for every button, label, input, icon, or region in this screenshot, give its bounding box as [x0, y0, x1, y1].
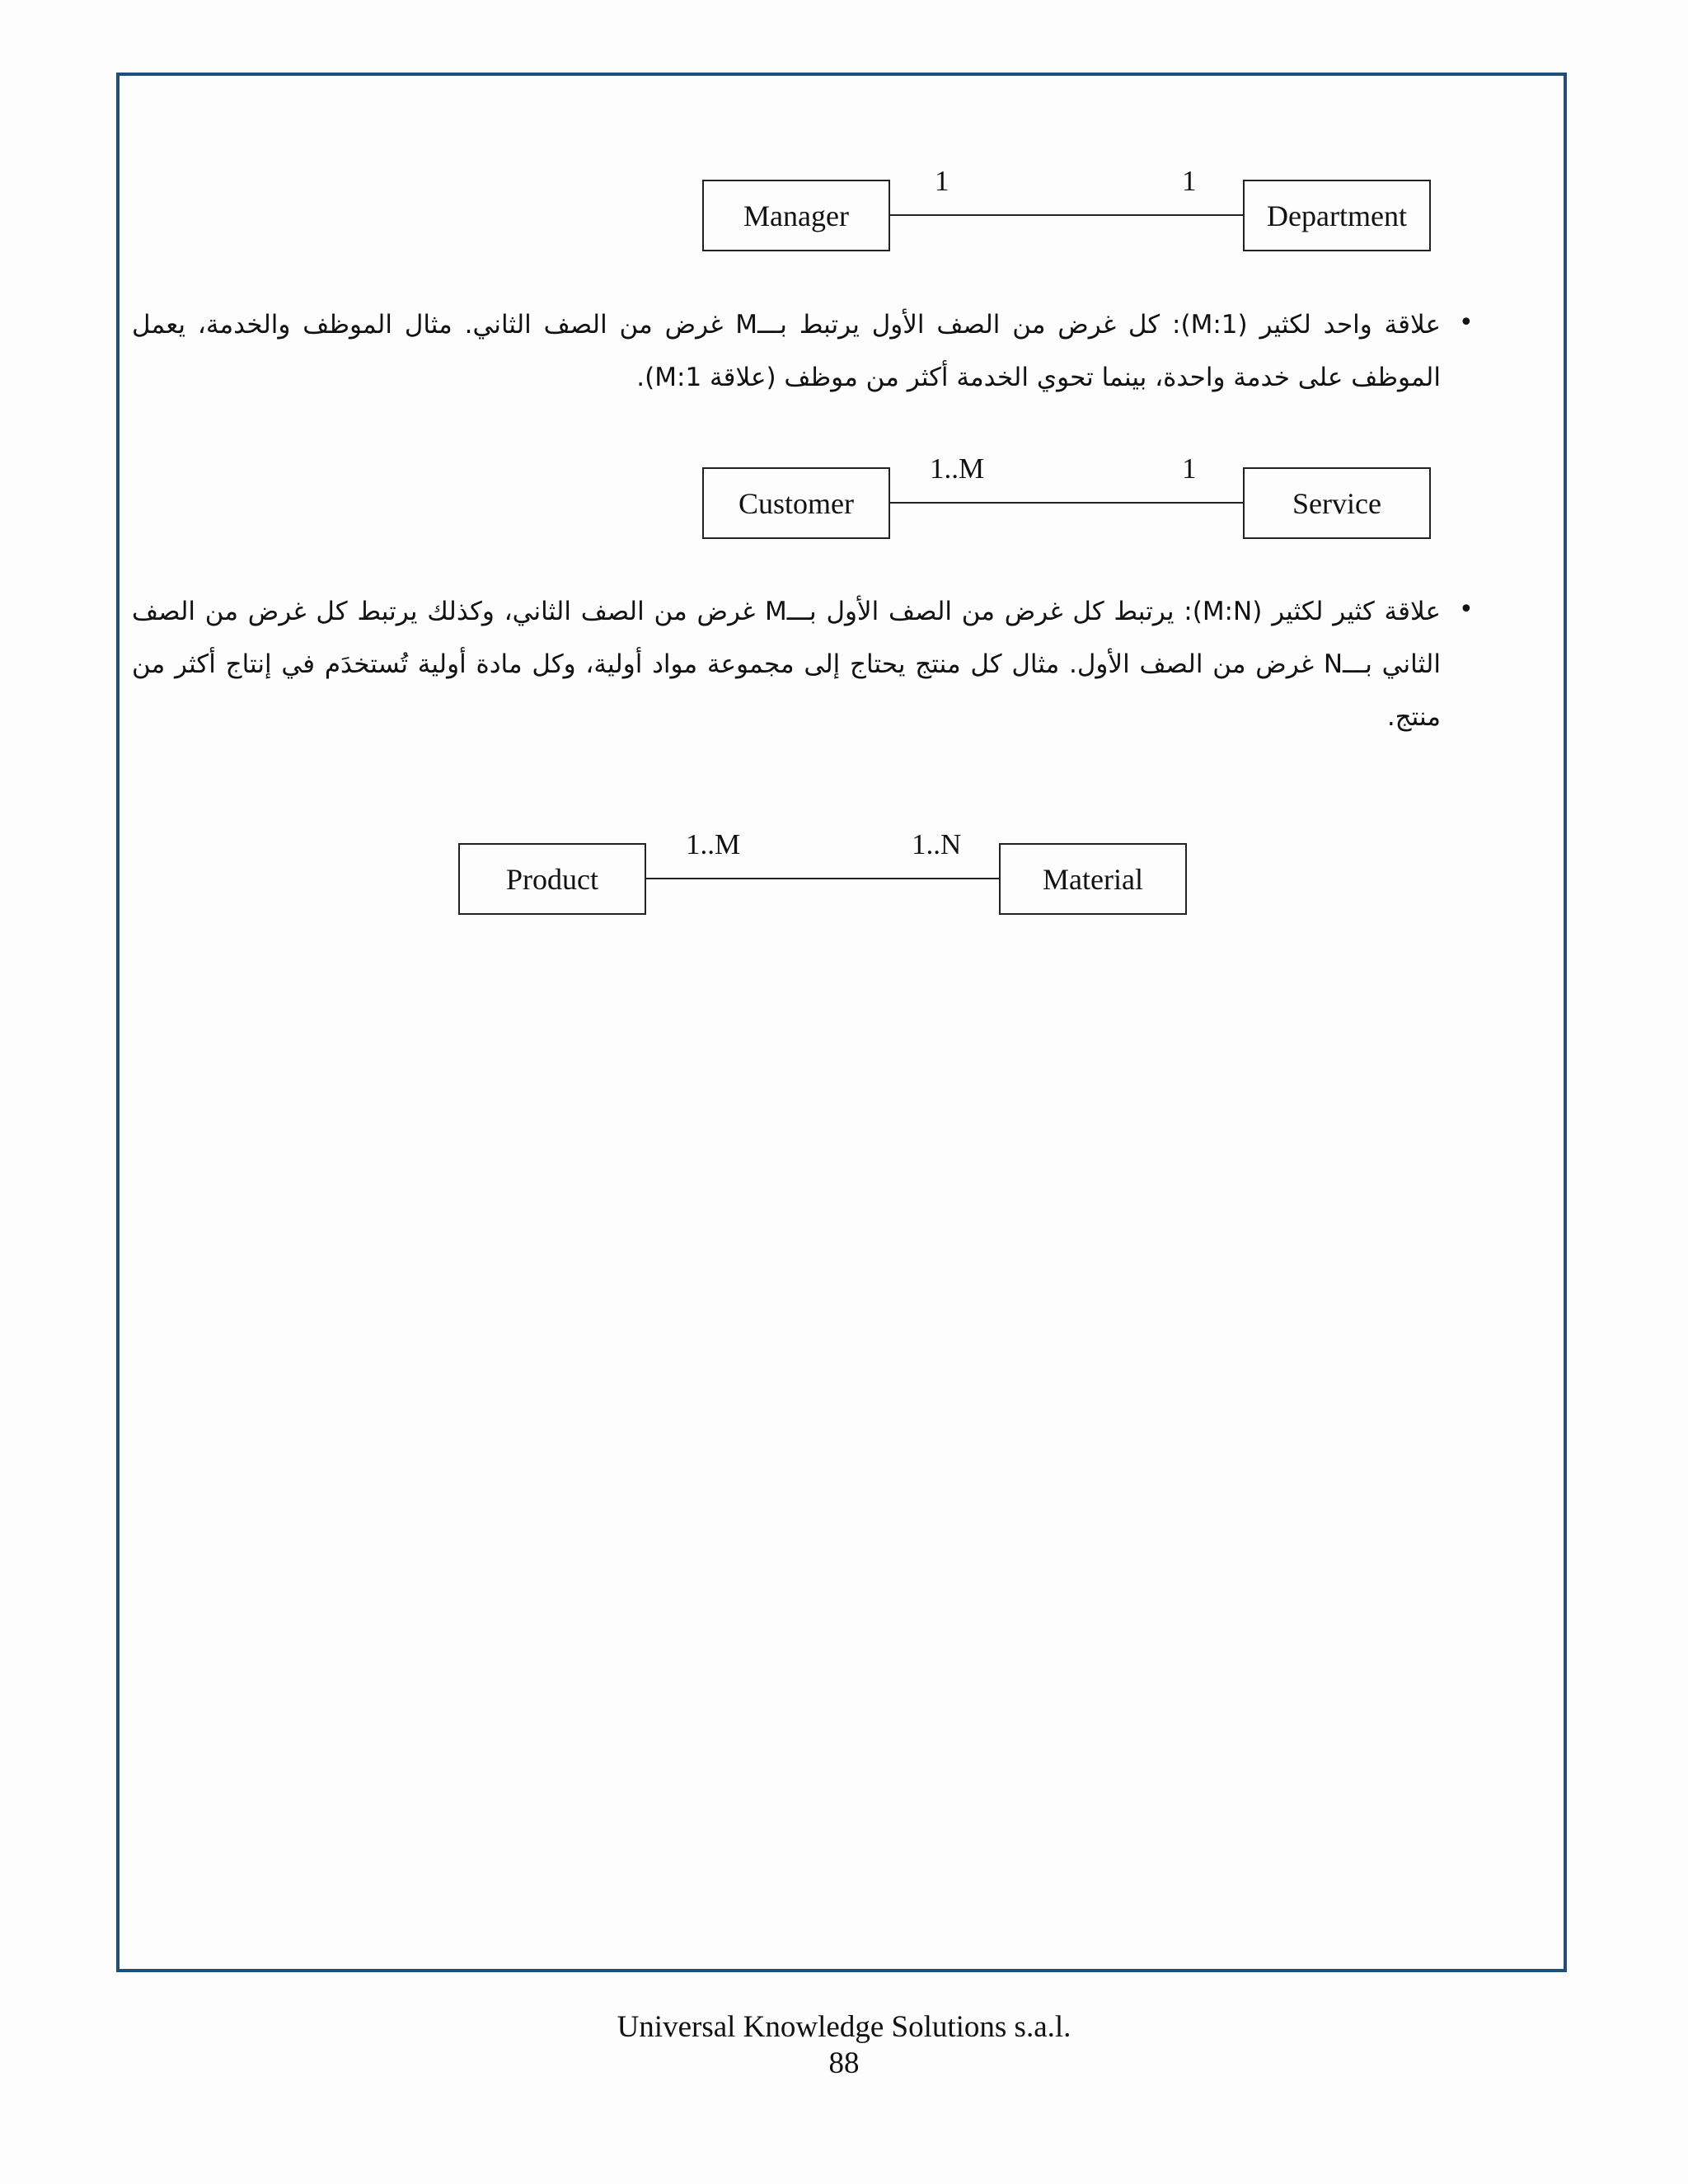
entity-box-department: Department: [1243, 180, 1431, 251]
bullet-marker: •: [1459, 595, 1474, 624]
footer-company: Universal Knowledge Solutions s.a.l.: [617, 2010, 1071, 2044]
cardinality-left: 1..M: [686, 828, 741, 860]
cardinality-right: 1..N: [912, 828, 962, 860]
paragraph-one-to-many: علاقة واحد لكثير (1:M): كل غرض من الصف الأول يرتبط بـــM غرض من الصف الثاني. مثال الموظف والخدمة، يعمل الموظف على خدمة واحدة، بينما تحوي الخدمة أكثر من موظف (علاقة 1:M).: [132, 310, 1441, 392]
cardinality-right: 1: [1182, 452, 1197, 485]
cardinality-left: 1: [935, 165, 950, 197]
relationship-diagram-one-to-many: [702, 452, 1428, 541]
entity-box-product: Product: [458, 843, 646, 915]
relationship-line: [645, 878, 999, 879]
relationship-line: [889, 502, 1243, 504]
entity-box-customer: Customer: [702, 467, 890, 539]
relationship-diagram-many-to-many: [458, 828, 1184, 917]
paragraph-many-to-many: علاقة كثير لكثير (M:N): يرتبط كل غرض من الصف الأول بـــM غرض من الصف الثاني، وكذلك يرتبط كل غرض من الصف الثاني بـــN غرض من الصف الأول. مثال كل منتج يحتاج إلى مجموعة مواد أولية، وكل مادة أولية تُستخدَم في إنتاج أكثر من منتج.: [132, 597, 1441, 732]
entity-box-service: Service: [1243, 467, 1431, 539]
bullet-marker: •: [1459, 308, 1474, 337]
entity-box-material: Material: [999, 843, 1187, 915]
page-number: 88: [828, 2046, 860, 2080]
cardinality-right: 1: [1182, 165, 1197, 197]
cardinality-left: 1..M: [930, 452, 985, 485]
entity-box-manager: Manager: [702, 180, 890, 251]
relationship-line: [889, 214, 1243, 216]
relationship-diagram-one-to-one: [702, 165, 1428, 254]
